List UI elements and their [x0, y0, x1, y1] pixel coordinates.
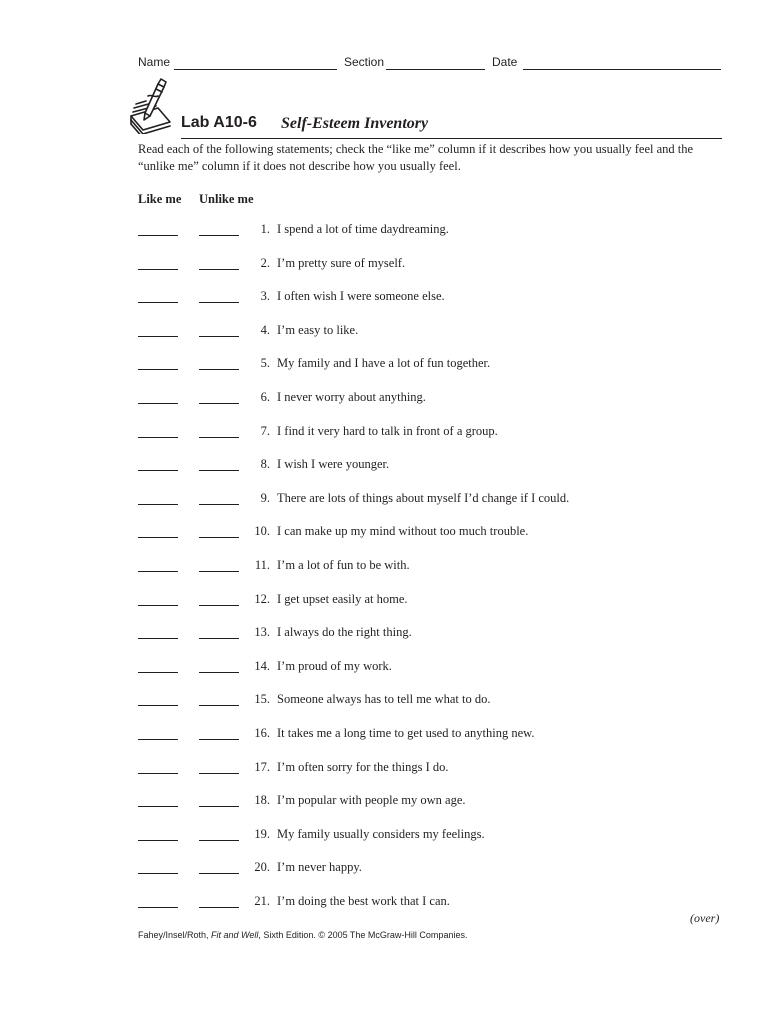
statement-number: 21. [254, 894, 270, 908]
statement-text: I can make up my mind without too much trouble. [277, 524, 529, 539]
pencil-and-papers-icon [128, 78, 172, 134]
unlike-me-checkbox[interactable] [199, 806, 239, 807]
like-me-checkbox[interactable] [138, 336, 178, 337]
date-label: Date [492, 55, 518, 69]
unlike-me-checkbox[interactable] [199, 571, 239, 572]
statement-text: Someone always has to tell me what to do. [277, 692, 491, 707]
statement-number: 12. [254, 591, 270, 606]
copyright-footer [138, 930, 467, 940]
statement-text: I’m pretty sure of myself. [277, 255, 406, 270]
statement-row [138, 558, 728, 578]
like-me-checkbox[interactable] [138, 773, 178, 774]
statement-number: 7. [260, 423, 270, 438]
student-info-header [138, 54, 722, 72]
unlike-me-checkbox[interactable] [199, 873, 239, 874]
name-label: Name [138, 55, 171, 69]
like-me-checkbox[interactable] [138, 840, 178, 841]
statement-row [138, 592, 728, 612]
statement-number: 17. [254, 759, 270, 774]
like-me-checkbox[interactable] [138, 806, 178, 807]
statement-text: I get upset easily at home. [277, 591, 408, 606]
statement-row [138, 256, 728, 276]
unlike-me-checkbox[interactable] [199, 369, 239, 370]
statement-number: 1. [260, 222, 270, 236]
statement-number: 6. [260, 390, 270, 404]
statement-text: My family and I have a lot of fun together. [277, 356, 491, 371]
unlike-me-checkbox[interactable] [199, 437, 239, 438]
statement-row [138, 894, 728, 914]
statement-row [138, 524, 728, 544]
unlike-me-checkbox[interactable] [199, 605, 239, 606]
statement-row [138, 289, 728, 309]
statement-text: My family usually considers my feelings. [277, 826, 485, 841]
statement-row [138, 424, 728, 444]
statement-text: I’m easy to like. [277, 322, 359, 337]
statement-text: I’m doing the best work that I can. [277, 894, 450, 908]
statement-number: 20. [254, 860, 270, 875]
statement-row [138, 323, 728, 343]
title-divider [181, 138, 722, 139]
unlike-me-checkbox[interactable] [199, 840, 239, 841]
unlike-me-checkbox[interactable] [199, 638, 239, 639]
statement-row [138, 760, 728, 780]
statement-text: I’m a lot of fun to be with. [277, 558, 410, 572]
name-field[interactable] [174, 69, 337, 70]
statement-text: I find it very hard to talk in front of a group. [277, 423, 498, 438]
section-field[interactable] [386, 69, 485, 70]
instructions-text: Read each of the following statements; check the “like me” column if it describes how you usually feel and the “unlike me” column if it does not describe how you usually feel. [138, 142, 694, 173]
statement-number: 14. [254, 658, 270, 673]
statement-text: It takes me a long time to get used to anything new. [277, 726, 535, 740]
statement-row [138, 860, 728, 880]
statement-number: 2. [260, 255, 270, 270]
like-me-checkbox[interactable] [138, 403, 178, 404]
section-label: Section [344, 55, 385, 69]
like-me-checkbox[interactable] [138, 437, 178, 438]
statement-text: I’m proud of my work. [277, 658, 392, 673]
statement-number: 19. [254, 826, 270, 841]
statement-row [138, 390, 728, 410]
statement-row [138, 491, 728, 511]
like-me-checkbox[interactable] [138, 537, 178, 538]
footer-authors: Fahey/Insel/Roth, [138, 930, 212, 940]
statement-number: 15. [254, 692, 270, 707]
statement-text: I often wish I were someone else. [277, 289, 445, 304]
like-me-checkbox[interactable] [138, 638, 178, 639]
statement-row [138, 659, 728, 679]
statement-text: I’m never happy. [277, 860, 362, 875]
statement-number: 9. [260, 490, 270, 505]
statement-number: 16. [254, 726, 270, 740]
unlike-me-checkbox[interactable] [199, 907, 239, 908]
statement-text: I wish I were younger. [277, 457, 390, 472]
like-me-checkbox[interactable] [138, 302, 178, 303]
like-me-checkbox[interactable] [138, 907, 178, 908]
statement-text: I always do the right thing. [277, 625, 412, 640]
like-me-checkbox[interactable] [138, 504, 178, 505]
statement-row [138, 457, 728, 477]
like-me-column-header: Like me [138, 192, 182, 206]
statement-text: I’m popular with people my own age. [277, 793, 466, 808]
statement-text: I never worry about anything. [277, 390, 426, 404]
statement-row [138, 793, 728, 813]
like-me-checkbox[interactable] [138, 269, 178, 270]
unlike-me-checkbox[interactable] [199, 470, 239, 471]
like-me-checkbox[interactable] [138, 605, 178, 606]
like-me-checkbox[interactable] [138, 739, 178, 740]
over-note: (over) [690, 911, 720, 925]
statement-number: 4. [260, 322, 270, 337]
unlike-me-checkbox[interactable] [199, 269, 239, 270]
lab-title: Self-Esteem Inventory [281, 115, 429, 132]
like-me-checkbox[interactable] [138, 705, 178, 706]
unlike-me-checkbox[interactable] [199, 403, 239, 404]
statement-number: 10. [254, 524, 270, 539]
unlike-me-checkbox[interactable] [199, 336, 239, 337]
unlike-me-checkbox[interactable] [199, 739, 239, 740]
date-field[interactable] [523, 69, 721, 70]
unlike-me-checkbox[interactable] [199, 537, 239, 538]
like-me-checkbox[interactable] [138, 571, 178, 572]
statement-number: 18. [254, 793, 270, 808]
statement-text: I’m often sorry for the things I do. [277, 759, 449, 774]
unlike-me-column-header: Unlike me [199, 192, 254, 206]
like-me-checkbox[interactable] [138, 235, 178, 236]
statement-row [138, 726, 728, 746]
footer-book-title: Fit and Well [211, 930, 259, 940]
statement-number: 8. [260, 457, 270, 472]
like-me-checkbox[interactable] [138, 873, 178, 874]
unlike-me-checkbox[interactable] [199, 672, 239, 673]
footer-publisher: , Sixth Edition. © 2005 The McGraw-Hill Companies. [258, 930, 468, 940]
statement-number: 3. [260, 289, 270, 304]
like-me-checkbox[interactable] [138, 470, 178, 471]
like-me-checkbox[interactable] [138, 369, 178, 370]
unlike-me-checkbox[interactable] [199, 705, 239, 706]
statement-row [138, 625, 728, 645]
unlike-me-checkbox[interactable] [199, 504, 239, 505]
statement-row [138, 222, 728, 242]
unlike-me-checkbox[interactable] [199, 773, 239, 774]
statement-row [138, 692, 728, 712]
statement-row [138, 356, 728, 376]
unlike-me-checkbox[interactable] [199, 235, 239, 236]
statement-row [138, 827, 728, 847]
statement-number: 5. [260, 356, 270, 371]
statement-text: I spend a lot of time daydreaming. [277, 222, 449, 236]
unlike-me-checkbox[interactable] [199, 302, 239, 303]
like-me-checkbox[interactable] [138, 672, 178, 673]
lab-number: Lab A10-6 [181, 114, 257, 131]
statement-number: 13. [254, 625, 270, 640]
statement-number: 11. [254, 558, 270, 572]
statement-text: There are lots of things about myself I’d change if I could. [277, 490, 570, 505]
